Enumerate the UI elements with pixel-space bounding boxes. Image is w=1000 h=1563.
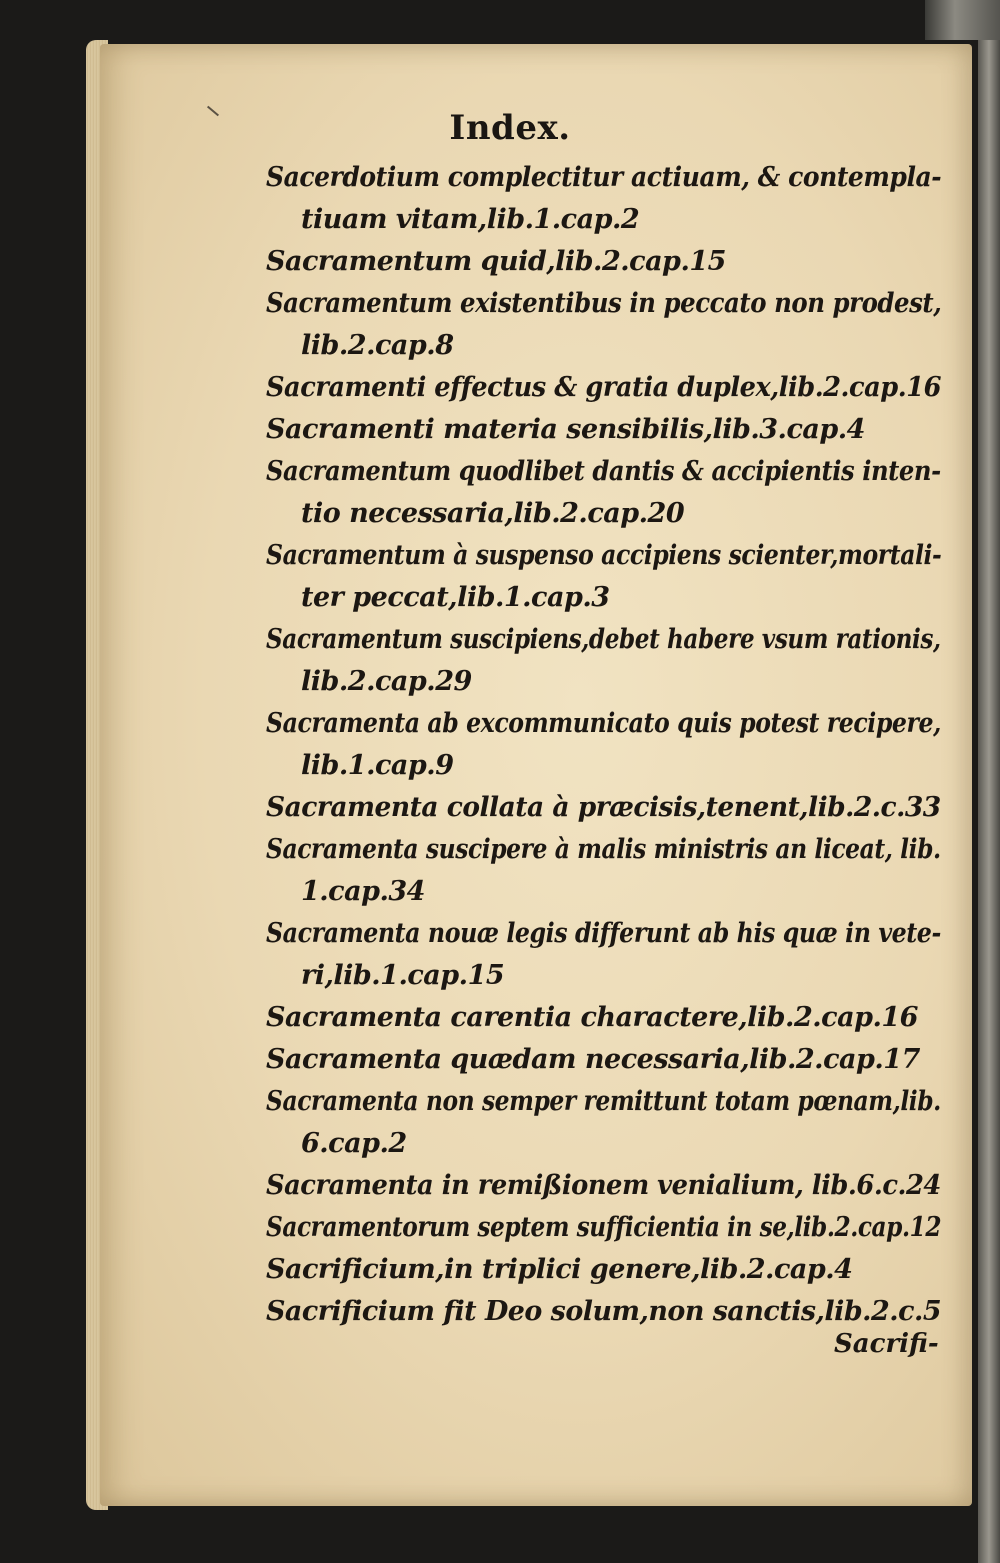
index-entry	[266, 451, 946, 535]
entry-text: Sacramenta non semper remittunt totam pœnam,lib.	[266, 1086, 941, 1117]
entry-text: Sacramenta collata à præcisis,tenent,lib.2.c.33	[266, 792, 941, 823]
index-entry	[266, 367, 946, 409]
entry-text: Sacrificium fit Deo solum,non sanctis,lib.2.c.5	[266, 1296, 942, 1327]
entry-continuation: ter peccat,lib.1.cap.3	[301, 582, 610, 613]
entry-continuation: ri,lib.1.cap.15	[301, 960, 505, 991]
index-entry	[266, 703, 946, 787]
index-entry	[266, 409, 946, 451]
entry-continuation: lib.2.cap.29	[301, 666, 472, 697]
index-entry	[266, 535, 946, 619]
entry-continuation: tiuam vitam,lib.1.cap.2	[301, 204, 640, 235]
entry-text: Sacrificium,in triplici genere,lib.2.cap.4	[266, 1254, 853, 1285]
index-entry	[266, 1207, 946, 1249]
index-entry	[266, 283, 946, 367]
entry-text: Sacramentum quodlibet dantis & accipientis inten-	[266, 456, 941, 487]
index-entry	[266, 787, 946, 829]
index-entry	[266, 829, 946, 913]
entry-continuation: tio necessaria,lib.2.cap.20	[301, 498, 685, 529]
page-header: Index.	[449, 108, 571, 148]
index-entry	[266, 997, 946, 1039]
entry-text: Sacramentum à suspenso accipiens scienter,mortali-	[266, 540, 942, 571]
entry-text: Sacramenta suscipere à malis ministris an liceat, lib.	[266, 834, 941, 865]
catchword: Sacrifi-	[834, 1329, 939, 1359]
entry-text: Sacramentum suscipiens,debet habere vsum rationis,	[266, 624, 941, 655]
entry-text: Sacramenta nouæ legis differunt ab his quæ in vete-	[266, 918, 941, 949]
index-entries	[266, 157, 946, 1333]
entry-continuation: 1.cap.34	[301, 876, 425, 907]
entry-text: Sacramenta carentia charactere,lib.2.cap.16	[266, 1002, 918, 1033]
entry-text: Sacramentorum septem sufficientia in se,lib.2.cap.12	[266, 1212, 942, 1243]
entry-text: Sacramenta quædam necessaria,lib.2.cap.17	[266, 1044, 920, 1075]
index-entry	[266, 1291, 946, 1333]
index-entry	[266, 157, 946, 241]
index-entry	[266, 913, 946, 997]
index-entry	[266, 241, 946, 283]
entry-text: Sacramenti materia sensibilis,lib.3.cap.4	[266, 414, 865, 445]
entry-text: Sacramenta ab excommunicato quis potest recipere,	[266, 708, 941, 739]
index-entry	[266, 1165, 946, 1207]
index-entry	[266, 619, 946, 703]
book-binding	[978, 40, 1000, 1563]
entry-text: Sacerdotium complectitur actiuam, & contempla-	[266, 162, 942, 193]
entry-text: Sacramentum existentibus in peccato non prodest,	[266, 288, 942, 319]
entry-continuation: lib.2.cap.8	[301, 330, 454, 361]
index-entry	[266, 1081, 946, 1165]
entry-continuation: lib.1.cap.9	[301, 750, 454, 781]
index-entry	[266, 1039, 946, 1081]
entry-continuation: 6.cap.2	[301, 1128, 407, 1159]
entry-text: Sacramenta in remißionem venialium, lib.6.c.24	[266, 1170, 941, 1201]
entry-text: Sacramenti effectus & gratia duplex,lib.2.cap.16	[266, 372, 941, 403]
binding-top	[925, 0, 1000, 40]
entry-text: Sacramentum quid,lib.2.cap.15	[266, 246, 726, 277]
index-entry	[266, 1249, 946, 1291]
